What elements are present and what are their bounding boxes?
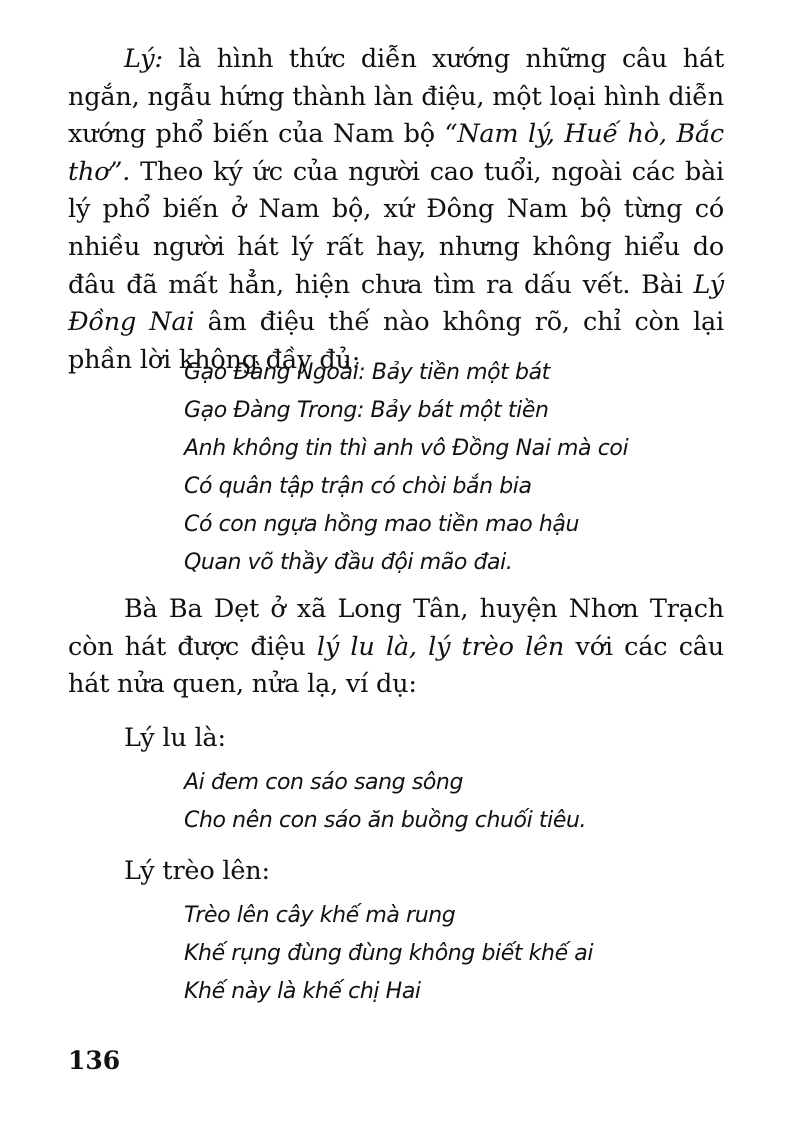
verse-line: Khế này là khế chị Hai xyxy=(184,979,421,1004)
paragraph-text: Theo ký ức của người cao tuổi, ngoài các bài lý phổ biến ở Nam bộ, xứ Đông Nam bộ từng có nhiều người hát lý rất hay, nhưng không hiểu do đâu đã mất hẳn, hiện chưa tìm ra dấu vết. Bài xyxy=(68,156,724,300)
verse-line: Cho nên con sáo ăn buồng chuối tiêu. xyxy=(184,808,587,833)
verse-line: Quan võ thầy đầu đội mão đai. xyxy=(184,550,513,575)
paragraph-text: âm điệu thế nào không rõ, chỉ còn lại phần lời không đầy đủ: xyxy=(68,307,724,375)
verse-line: Anh không tin thì anh vô Đồng Nai mà coi xyxy=(184,436,629,461)
verse-line: Gạo Đàng Trong: Bảy bát một tiền xyxy=(184,398,549,423)
paragraph-text: với các câu hát nửa quen, nửa lạ, ví dụ: xyxy=(68,631,725,700)
term-ly: Lý: xyxy=(124,44,163,74)
verse-line: Khế rụng đùng đùng không biết khế ai xyxy=(184,941,594,966)
verse-ly-lu-la xyxy=(184,764,586,840)
verse-line: Gạo Đàng Ngoài: Bảy tiền một bát xyxy=(184,360,550,385)
verse-ly-dong-nai xyxy=(184,354,628,582)
paragraph-text: Bà Ba Dẹt ở xã Long Tân, huyện Nhơn Trạch còn hát được điệu xyxy=(68,594,724,662)
verse-line: Có quân tập trận có chòi bắn bia xyxy=(184,474,532,499)
label-ly-lu-la: Lý lu là: xyxy=(124,723,226,753)
paragraph-ba-ba-det xyxy=(68,591,724,704)
paragraph-ly-definition xyxy=(68,41,724,379)
song-title: Lý Đồng Nai xyxy=(68,269,724,338)
verse-line: Ai đem con sáo sang sông xyxy=(184,770,464,795)
page-number: 136 xyxy=(68,1046,121,1075)
label-ly-treo-len: Lý trèo lên: xyxy=(124,856,270,886)
melody-names: lý lu là, lý trèo lên xyxy=(316,631,565,662)
paragraph-text: là hình thức diễn xướng những câu hát ngắn, ngẫu hứng thành làn điệu, một loại hình diễn xướng phổ biến của Nam bộ xyxy=(68,44,724,150)
verse-line: Trèo lên cây khế mà rung xyxy=(184,903,456,928)
verse-line: Có con ngựa hồng mao tiền mao hậu xyxy=(184,512,580,537)
verse-ly-treo-len xyxy=(184,897,593,1011)
saying-quote: “Nam lý, Huế hò, Bắc thơ”. xyxy=(68,119,724,187)
